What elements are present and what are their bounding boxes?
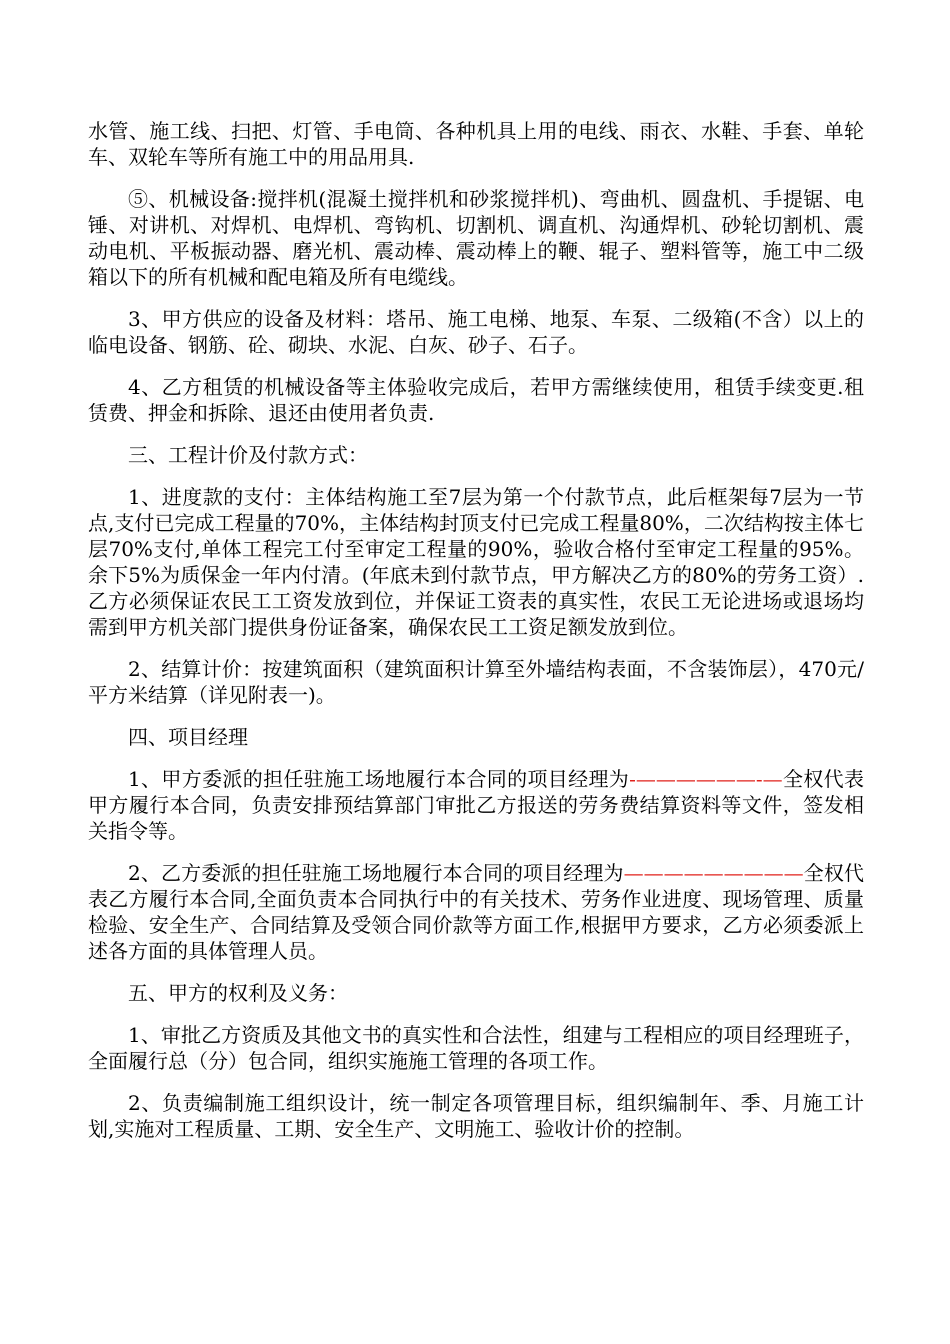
paragraph-settlement-pricing: 2、结算计价：按建筑面积（建筑面积计算至外墙结构表面，不含装饰层），470元/平方米结算（详见附表一)。	[88, 657, 864, 707]
paragraph-approve-qualifications: 1、审批乙方资质及其他文书的真实性和合法性，组建与工程相应的项目经理班子，全面履行总（分）包合同，组织实施施工管理的各项工作。	[88, 1023, 864, 1073]
section-heading-project-manager: 四、项目经理	[128, 725, 248, 749]
paragraph-construction-planning: 2、负责编制施工组织设计，统一制定各项管理目标，组织编制年、季、月施工计划,实施对工程质量、工期、安全生产、文明施工、验收计价的控制。	[88, 1091, 864, 1141]
party-b-manager-text-after: 全权代表乙方履行本合同,全面负责本合同执行中的有关技术、劳务作业进度、现场管理、质量检验、安全生产、合同结算及受领合同价款等方面工作,根据甲方要求，乙方必须委派上述各方面的具体管理人员。	[88, 861, 864, 963]
section-heading-pricing: 三、工程计价及付款方式：	[128, 443, 368, 467]
party-a-manager-text: 1、甲方委派的担任驻施工场地履行本合同的项目经理为	[128, 767, 630, 791]
party-b-manager-blank: —————————	[623, 861, 804, 885]
paragraph-tools-list: 水管、施工线、扫把、灯管、手电筒、各种机具上用的电线、雨衣、水鞋、手套、单轮车、双轮车等所有施工中的用品用具.	[88, 119, 864, 169]
paragraph-machinery: ⑤、机械设备:搅拌机(混凝土搅拌机和砂浆搅拌机)、弯曲机、圆盘机、手提锯、电锤、对讲机、对焊机、电焊机、弯钩机、切割机、调直机、沟通焊机、砂轮切割机、震动电机、平板振动器、磨光机、震动棒、震动棒上的鞭、辊子、塑料管等，施工中二级箱以下的所有机械和配电箱及所有电缆线。	[88, 187, 864, 289]
document-page	[88, 118, 864, 1158]
paragraph-leased-equipment: 4、乙方租赁的机械设备等主体验收完成后，若甲方需继续使用，租赁手续变更.租赁费、押金和拆除、退还由使用者负责.	[88, 375, 864, 425]
paragraph-party-b-manager	[88, 860, 864, 964]
section-heading-party-a-rights: 五、甲方的权利及义务：	[128, 981, 348, 1005]
paragraph-party-a-manager	[88, 766, 864, 844]
party-a-manager-blank: -——————-—	[629, 767, 783, 791]
paragraph-progress-payment: 1、进度款的支付：主体结构施工至7层为第一个付款节点，此后框架每7层为一节点,支付已完成工程量的70%，主体结构封顶支付已完成工程量80%，二次结构按主体七层70%支付,单体工程完工付至审定工程量的90%，验收合格付至审定工程量的95%。余下5%为质保金一年内付清。(年底未到付款节点，甲方解决乙方的80%的劳务工资）.乙方必须保证农民工工资发放到位，并保证工资表的真实性，农民工无论进场或退场均需到甲方机关部门提供身份证备案，确保农民工工资足额发放到位。	[88, 485, 864, 639]
party-a-manager-text-after: 全权代表甲方履行本合同，负责安排预结算部门审批乙方报送的劳务费结算资料等文件，签发相关指令等。	[88, 767, 865, 843]
paragraph-party-a-supplies: 3、甲方供应的设备及材料：塔吊、施工电梯、地泵、车泵、二级箱(不含）以上的临电设备、钢筋、砼、砌块、水泥、白灰、砂子、石子。	[88, 307, 864, 357]
party-b-manager-text: 2、乙方委派的担任驻施工场地履行本合同的项目经理为	[128, 861, 624, 885]
